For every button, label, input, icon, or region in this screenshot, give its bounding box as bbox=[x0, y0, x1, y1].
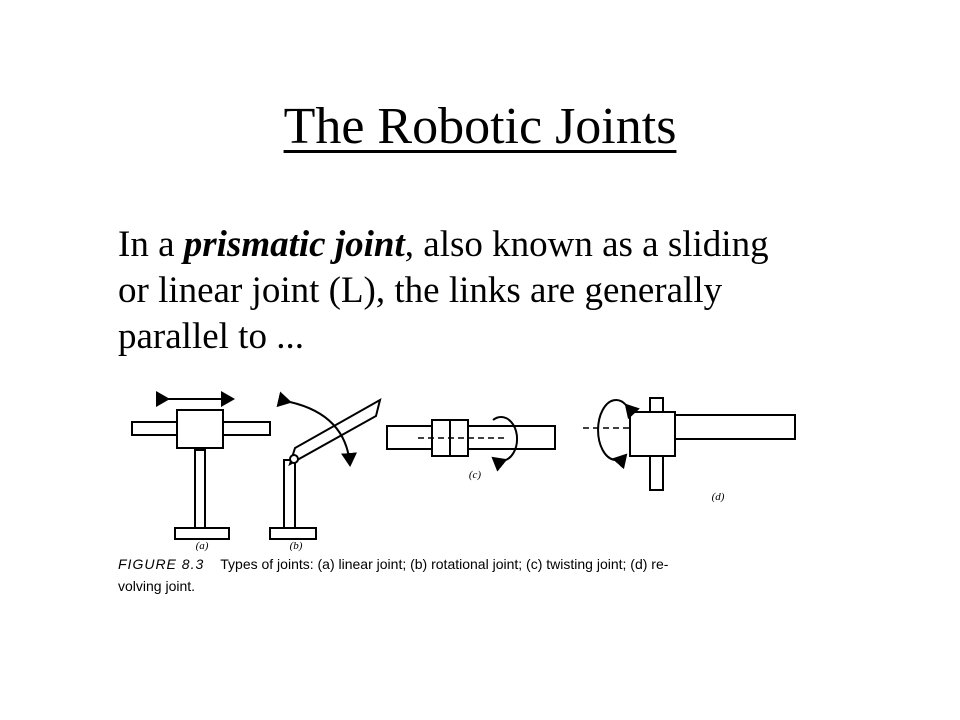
label-c: (c) bbox=[468, 469, 482, 481]
body-line-3-clipped: parallel to ... bbox=[118, 316, 304, 357]
body-line1-rest: , also known as a sliding bbox=[404, 224, 769, 265]
slide-title-text: The Robotic Joints bbox=[283, 98, 677, 155]
caption-text: Types of joints: (a) linear joint; (b) rotational joint; (c) twisting joint; (d) re- bbox=[220, 556, 669, 572]
body-line-2: or linear joint (L), the links are generally bbox=[118, 270, 723, 311]
linear-joint-diagram bbox=[132, 399, 270, 539]
prismatic-joint-term: prismatic joint bbox=[183, 224, 405, 265]
label-a: (a) bbox=[195, 540, 209, 552]
figure-number: FIGURE 8.3 bbox=[118, 556, 205, 572]
caption-text-line2: volving joint. bbox=[118, 578, 196, 594]
rotational-joint-diagram bbox=[270, 400, 380, 539]
label-b: (b) bbox=[289, 540, 303, 552]
body-prefix: In a bbox=[118, 224, 184, 265]
body-line-1 bbox=[118, 222, 908, 268]
slide-title bbox=[0, 97, 960, 156]
label-d: (d) bbox=[711, 491, 725, 503]
figure-caption bbox=[118, 556, 878, 594]
body-paragraph bbox=[118, 222, 908, 357]
joint-diagrams bbox=[118, 360, 878, 550]
twisting-joint-diagram bbox=[387, 417, 555, 461]
revolving-joint-diagram bbox=[583, 398, 795, 490]
